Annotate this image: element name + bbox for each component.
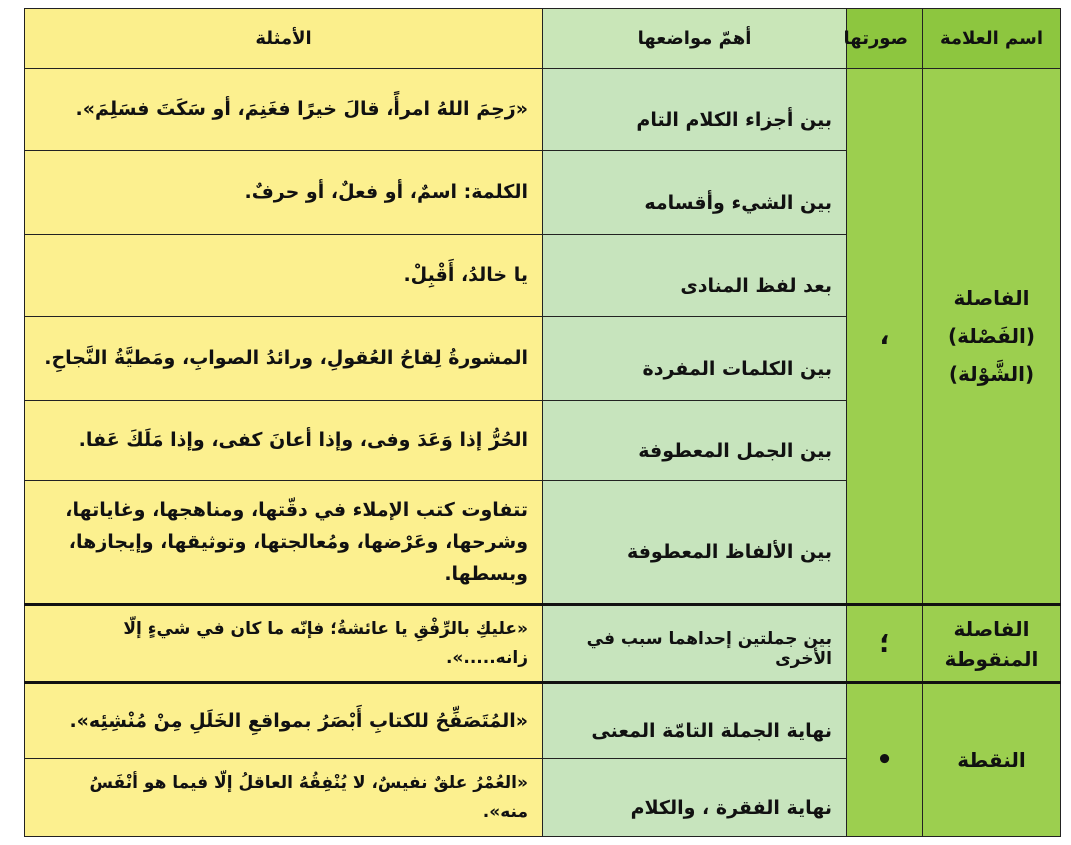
comma-name-cell xyxy=(923,69,1061,605)
header-examples: الأمثلة xyxy=(25,9,543,69)
table-row xyxy=(25,605,1061,683)
position-cell: بين الجمل المعطوفة xyxy=(543,401,847,481)
period-name: النقطة xyxy=(923,683,1061,837)
comma-alt-name-2: (الشَّوْلة) xyxy=(948,362,1035,386)
example-cell: «العُمْرُ علقٌ نفيسٌ، لا يُنْفِقُهُ العاقلُ إلّا فيما هو أنْفَسُ منه». xyxy=(25,759,543,837)
period-shape: • xyxy=(847,683,923,837)
example-cell: «المُتَصَفِّحُ للكتابِ أَبْصَرُ بمواقعِ الخَلَلِ مِنْ مُنْشِئِه». xyxy=(25,683,543,759)
example-cell: «عليكِ بالرِّفْقِ يا عائشةُ؛ فإنّه ما كان في شيءٍ إلّا زانه.....». xyxy=(25,605,543,683)
example-cell: المشورةُ لِقاحُ العُقولِ، ورائدُ الصوابِ، ومَطيَّةُ النَّجاحِ. xyxy=(25,317,543,401)
semicolon-shape: ؛ xyxy=(847,605,923,683)
position-cell: بين أجزاء الكلام التام xyxy=(543,69,847,151)
header-name: اسم العلامة xyxy=(923,9,1061,69)
position-cell: بين الألفاظ المعطوفة xyxy=(543,481,847,605)
position-cell: بعد لفظ المنادى xyxy=(543,235,847,317)
comma-shape: ، xyxy=(847,69,923,605)
example-cell: الحُرُّ إذا وَعَدَ وفى، وإذا أعانَ كفى، وإذا مَلَكَ عَفا. xyxy=(25,401,543,481)
example-cell: يا خالدُ، أَقْبِلْ. xyxy=(25,235,543,317)
header-positions: أهمّ مواضعها xyxy=(543,9,847,69)
position-cell: نهاية الفقرة ، والكلام xyxy=(543,759,847,837)
comma-name: الفاصلة xyxy=(953,286,1030,310)
semicolon-name: الفاصلة المنقوطة xyxy=(923,605,1061,683)
position-cell: نهاية الجملة التامّة المعنى xyxy=(543,683,847,759)
position-cell: بين الكلمات المفردة xyxy=(543,317,847,401)
header-row xyxy=(25,9,1061,69)
example-cell: الكلمة: اسمٌ، أو فعلٌ، أو حرفٌ. xyxy=(25,151,543,235)
example-cell: «رَحِمَ اللهُ امرأً، قالَ خيرًا فغَنِمَ، أو سَكَتَ فسَلِمَ». xyxy=(25,69,543,151)
punctuation-table xyxy=(24,8,1061,837)
comma-alt-name-1: (الفَصْلة) xyxy=(947,324,1036,348)
example-cell: تتفاوت كتب الإملاء في دقّتها، ومناهجها، وغاياتها، وشرحها، وعَرْضها، ومُعالجتها، وتوثيقها، وإيجازها، وبسطها. xyxy=(25,481,543,605)
position-cell: بين الشيء وأقسامه xyxy=(543,151,847,235)
position-cell: بين جملتين إحداهما سبب في الأخرى xyxy=(543,605,847,683)
table-row xyxy=(25,69,1061,151)
table-row xyxy=(25,683,1061,759)
header-shape: صورتها xyxy=(847,9,923,69)
punctuation-table-wrapper xyxy=(24,8,1060,836)
